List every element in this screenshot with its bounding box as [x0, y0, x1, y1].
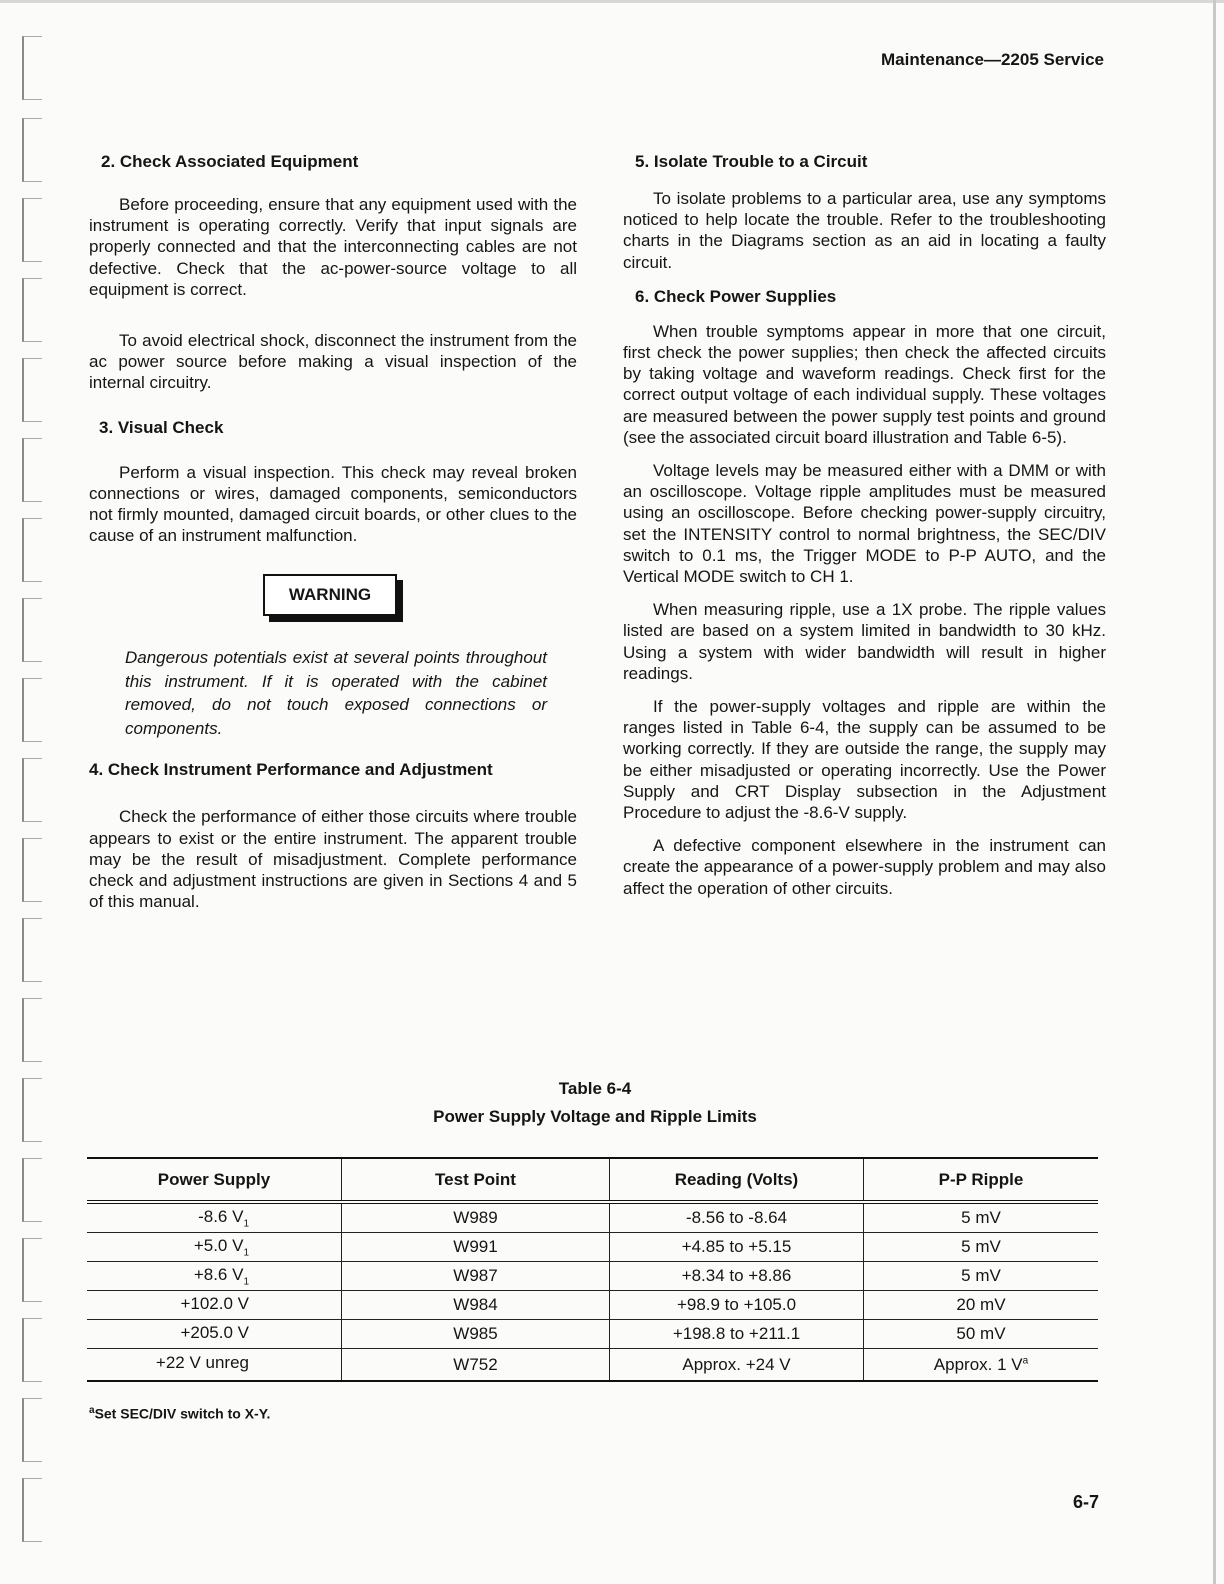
cell-power-supply: +8.6 $V_1$ [87, 1262, 342, 1291]
page-number: 6-7 [1072, 1492, 1099, 1512]
cell-power-supply: +22 V unreg [87, 1349, 342, 1382]
section-2-heading: 2. Check Associated Equipment [101, 152, 359, 171]
section-6-p3: When measuring ripple, use a 1X probe. The ripple values listed are based on a system limited in bandwidth to 30 kHz. Using a system with wider bandwidth will result in higher readings. [623, 600, 1106, 683]
warning-text: Dangerous potentials exist at several points throughout this instrument. If it is operated with the cabinet removed, do not touch exposed connections or components. [125, 648, 547, 738]
cell-test-point: W989 [342, 1202, 610, 1233]
table-row [87, 1262, 1098, 1291]
cell-test-point: W985 [342, 1320, 610, 1349]
scan-right-edge [1213, 0, 1216, 1584]
table-number: Table 6-4 [558, 1079, 632, 1098]
cell-test-point: W987 [342, 1262, 610, 1291]
column-header: Power Supply [87, 1158, 342, 1202]
cell-reading: +98.9 to +105.0 [610, 1291, 864, 1320]
table-row [87, 1233, 1098, 1262]
cell-test-point: W991 [342, 1233, 610, 1262]
power-supply-table [87, 1157, 1098, 1382]
cell-test-point: W752 [342, 1349, 610, 1382]
section-5-heading: 5. Isolate Trouble to a Circuit [635, 152, 868, 171]
cell-test-point: W984 [342, 1291, 610, 1320]
cell-ripple: 5 mV [864, 1202, 1099, 1233]
cell-ripple: 50 mV [864, 1320, 1099, 1349]
cell-reading: -8.56 to -8.64 [610, 1202, 864, 1233]
cell-ripple: 5 mV [864, 1233, 1099, 1262]
cell-reading: +198.8 to +211.1 [610, 1320, 864, 1349]
warning-label: WARNING [263, 574, 397, 616]
cell-ripple: 5 mV [864, 1262, 1099, 1291]
section-2-body: Before proceeding, ensure that any equipment used with the instrument is operating correctly. Verify that input signals are properly connected and that the interconnecting cables are not defective. Check that the ac-power-source voltage to all equipment is correct. [89, 195, 577, 299]
cell-power-supply: -8.6 $V_1$ [87, 1202, 342, 1233]
section-6-heading: 6. Check Power Supplies [635, 286, 837, 306]
table-row [87, 1349, 1098, 1382]
scan-top-edge [0, 0, 1224, 3]
table-row [87, 1291, 1098, 1320]
section-6-p5: A defective component elsewhere in the instrument can create the appearance of a power-supply problem and may also affect the operation of other circuits. [623, 836, 1106, 898]
table-row [87, 1320, 1098, 1349]
table-header-row [87, 1158, 1098, 1202]
section-3-body: Perform a visual inspection. This check may reveal broken connections or wires, damaged components, semiconductors not firmly mounted, damaged circuit boards, or other clues to the cause of an instrument malfunction. [89, 462, 577, 546]
column-header: Reading (Volts) [610, 1158, 864, 1202]
cell-reading: +4.85 to +5.15 [610, 1233, 864, 1262]
table-caption [0, 1075, 1190, 1131]
table-row [87, 1202, 1098, 1233]
right-column [623, 150, 1106, 899]
cell-ripple: Approx. 1 $V^a$ [864, 1349, 1099, 1382]
section-5-body: To isolate problems to a particular area, use any symptoms noticed to help locate the trouble. Refer to the troubleshooting charts in the Diagrams section as an aid in locating a faulty circuit. [623, 189, 1106, 272]
column-header: Test Point [342, 1158, 610, 1202]
cell-power-supply: +205.0 V [87, 1320, 342, 1349]
section-6-p4: If the power-supply voltages and ripple are within the ranges listed in Table 6-4, the supply can be assumed to be working correctly. If they are outside the range, the supply may be either misadjusted or operating incorrectly. Use the Power Supply and CRT Display subsection in the Adjustment Procedure to adjust the -8.6-V supply. [623, 697, 1106, 823]
cell-power-supply: +102.0 V [87, 1291, 342, 1320]
cell-power-supply: +5.0 $V_1$ [87, 1233, 342, 1262]
column-header: P-P Ripple [938, 1169, 1024, 1189]
section-4-heading: 4. Check Instrument Performance and Adjustment [89, 760, 493, 780]
section-2-body-2: To avoid electrical shock, disconnect the instrument from the ac power source before making a visual inspection of the internal circuitry. [89, 331, 577, 393]
cell-reading: +8.34 to +8.86 [610, 1262, 864, 1291]
section-6-p1: When trouble symptoms appear in more that one circuit, first check the power supplies; then check the affected circuits by taking voltage and waveform readings. Check first for the correct output voltage of each individual supply. These voltages are measured between the power supply test points and ground (see the associated circuit board illustration and Table 6-5). [623, 321, 1106, 447]
section-3-heading: 3. Visual Check [99, 417, 224, 437]
section-6-p2: Voltage levels may be measured either with a DMM or with an oscilloscope. Voltage ripple amplitudes must be measured using an oscilloscope. Before checking power-supply circuitry, set the INTENSITY control to normal brightness, the SEC/DIV switch to 0.1 ms, the Trigger MODE to P-P AUTO, and the Vertical MODE switch to CH 1. [623, 461, 1106, 587]
table-footnote: $^a$Set SEC/DIV switch to X-Y. [89, 1405, 271, 1422]
section-4-body: Check the performance of either those circuits where trouble appears to exist or the entire instrument. The apparent trouble may be the result of misadjustment. Complete performance check and adjustment instructions are given in Sections 4 and 5 of this manual. [89, 807, 577, 912]
cell-ripple: 20 mV [864, 1291, 1099, 1320]
warning-block [89, 564, 577, 646]
table-title: Power Supply Voltage and Ripple Limits [433, 1107, 757, 1126]
cell-reading: Approx. +24 V [610, 1349, 864, 1382]
page-header: Maintenance—2205 Service [880, 50, 1104, 69]
left-column [89, 150, 577, 912]
